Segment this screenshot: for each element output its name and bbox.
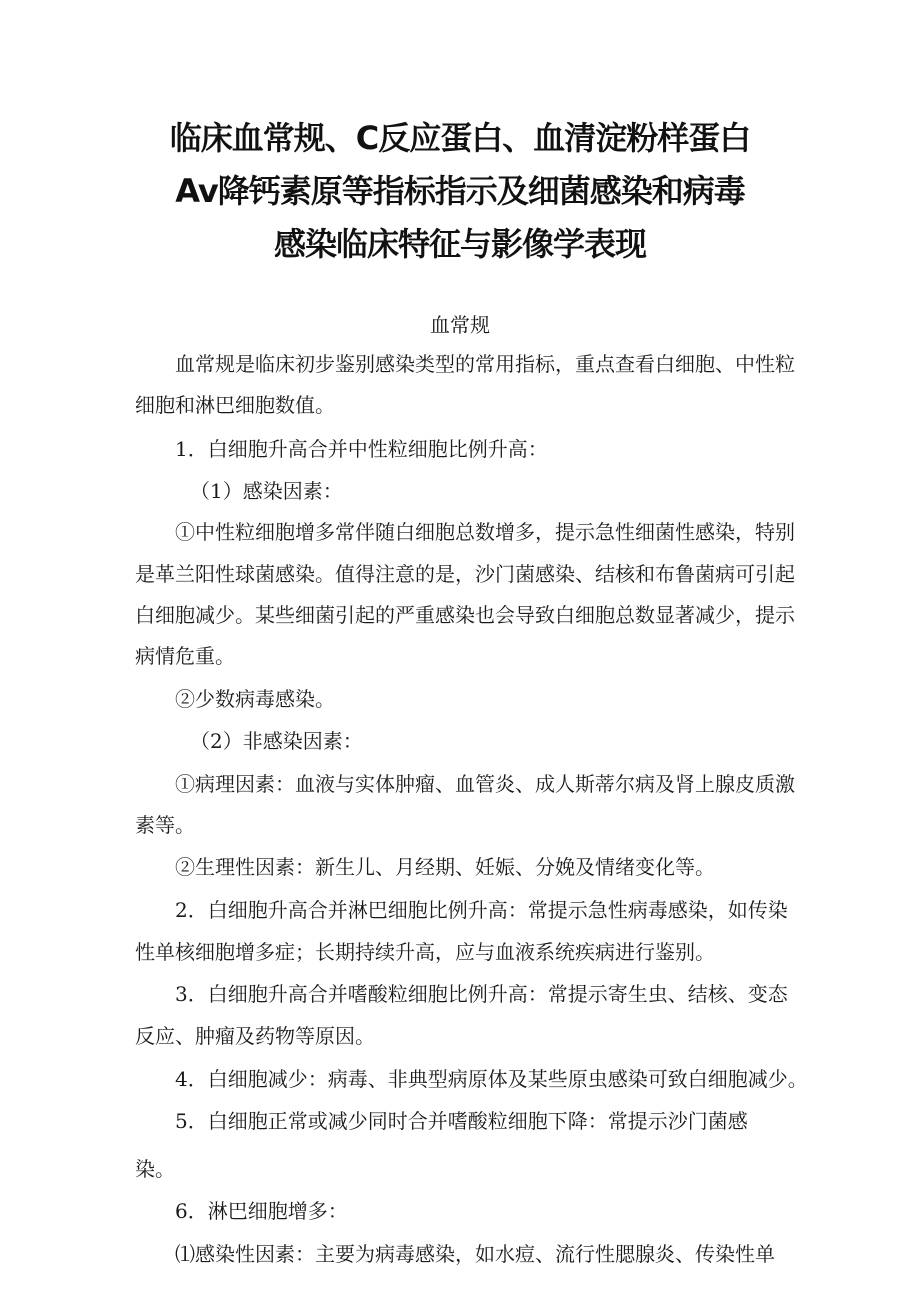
body-line: ①中性粒细胞增多常伴随白细胞总数增多，提示急性细菌性感染，特别: [175, 520, 795, 544]
list-item-heading: 2．白细胞升高合并淋巴细胞比例升高：常提示急性病毒感染，如传染: [175, 898, 788, 922]
sub-item-heading: （1）感染因素：: [190, 479, 343, 503]
sub-item-heading: ⑴感染性因素：主要为病毒感染，如水痘、流行性腮腺炎、传染性单: [175, 1242, 775, 1266]
body-line: 病情危重。: [135, 644, 235, 668]
body-line: 性单核细胞增多症；长期持续升高，应与血液系统疾病进行鉴别。: [135, 940, 715, 964]
section-heading: 血常规: [430, 313, 490, 337]
sub-item-heading: （2）非感染因素：: [190, 729, 363, 753]
document-title-line-2: Av降钙素原等指标指示及细菌感染和病毒: [175, 172, 745, 210]
body-line: ①病理因素：血液与实体肿瘤、血管炎、成人斯蒂尔病及肾上腺皮质激: [175, 772, 795, 796]
body-line: 染。: [135, 1157, 175, 1181]
body-line: 是革兰阳性球菌感染。值得注意的是，沙门菌感染、结核和布鲁菌病可引起: [135, 562, 795, 586]
body-line: 白细胞减少。某些细菌引起的严重感染也会导致白细胞总数显著减少，提示: [135, 603, 795, 627]
body-line: 血常规是临床初步鉴别感染类型的常用指标，重点查看白细胞、中性粒: [175, 352, 795, 376]
body-line: 反应、肿瘤及药物等原因。: [135, 1024, 375, 1048]
document-title-line-3: 感染临床特征与影像学表现: [273, 225, 646, 263]
list-item-heading: 4．白细胞减少：病毒、非典型病原体及某些原虫感染可致白细胞减少。: [175, 1067, 808, 1091]
body-line: ②生理性因素：新生儿、月经期、妊娠、分娩及情绪变化等。: [175, 855, 715, 879]
body-line: 素等。: [135, 813, 195, 837]
body-line: 细胞和淋巴细胞数值。: [135, 393, 335, 417]
list-item-heading: 3．白细胞升高合并嗜酸粒细胞比例升高：常提示寄生虫、结核、变态: [175, 982, 788, 1006]
list-item-heading: 1．白细胞升高合并中性粒细胞比例升高：: [175, 437, 548, 461]
body-line: ②少数病毒感染。: [175, 687, 335, 711]
list-item-heading: 6．淋巴细胞增多：: [175, 1199, 348, 1223]
document-title-line-1: 临床血常规、C反应蛋白、血清淀粉样蛋白: [169, 119, 751, 157]
list-item-heading: 5．白细胞正常或减少同时合并嗜酸粒细胞下降：常提示沙门菌感: [175, 1109, 748, 1133]
